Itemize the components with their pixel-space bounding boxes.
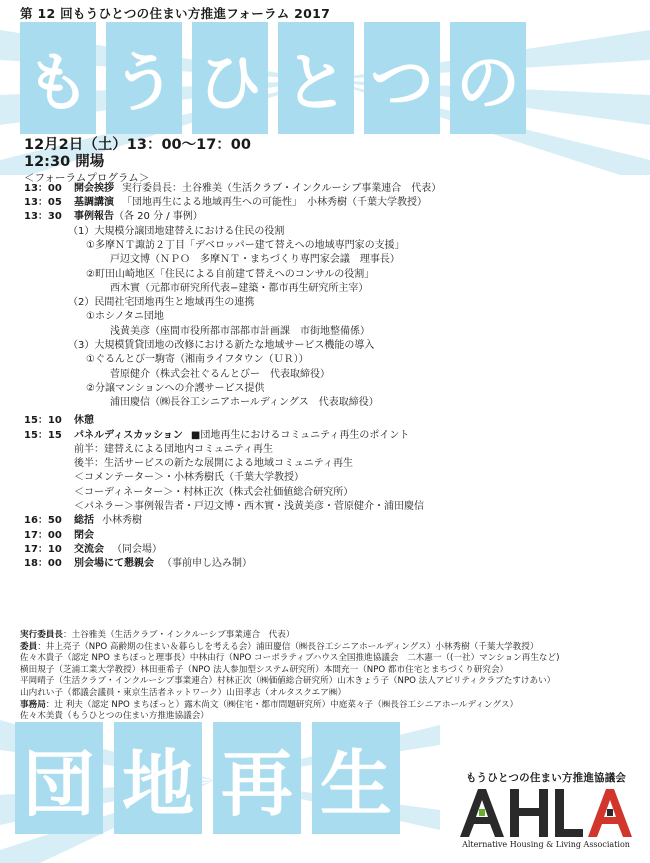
program-label: 基調講演 — [74, 197, 114, 209]
committee-text: ：辻 利夫（認定 NPO まちぽっと）露木尚文（㈱住宅・都市問題研究所）中庭菜々子（㈱長谷工シニアホールディングス） — [45, 699, 519, 710]
report-case: ②分譲マンションへの介護サービス提供 — [86, 382, 265, 394]
title-char-tile: う — [106, 22, 182, 134]
panel-detail: ＜コメンテーター＞・小林秀樹氏（千葉大学教授） — [74, 472, 304, 484]
program-label: 総括 — [74, 515, 94, 527]
committee-members-line: 山内れい子（都議会議員・東京生活者ネットワーク）山田孝志（オルタスクエア㈱） — [20, 687, 347, 698]
bottom-char-tile: 団 — [15, 722, 103, 834]
program-row-opening — [24, 182, 634, 196]
committee-chair — [20, 630, 640, 642]
org-name: もうひとつの住まい方推進協議会 — [465, 772, 627, 784]
program-text: 小林秀樹 — [102, 515, 142, 527]
program-label: 開会挨拶 — [74, 183, 114, 194]
program-text: ■団地再生におけるコミュニティ再生のポイント — [190, 429, 410, 441]
doors-open: 12:30 開場 — [24, 154, 105, 170]
event-title: 第 12 回もうひとつの住まい方推進フォーラム 2017 — [20, 6, 331, 21]
program-row-reports — [24, 210, 634, 224]
committee-members-line: 平岡晴子（生活クラブ・インクルーシブ事業連合）村林正次（㈱価値総合研究所）山木きょう子（NPO 法人アビリティクラブたすけあい） — [20, 676, 556, 687]
report-case: ①ぐるんとび一駒寄（湘南ライフタウン（ＵＲ）） — [86, 354, 309, 366]
report-speaker: 浅黄美彦（座間市役所都市部都市計画課 市街地整備係） — [110, 325, 370, 337]
program-text: （事前申し込み制） — [162, 557, 252, 569]
report-section: （2）民間社宅団地再生と地域再生の連携 — [68, 297, 255, 309]
committee-office-line: 佐々木美貴（もうひとつの住まい方推進協議会） — [20, 711, 209, 722]
logo-letter-l — [555, 789, 583, 837]
committee-label: 事務局 — [20, 699, 46, 710]
program-row-party — [24, 557, 634, 571]
panel-detail: 後半：生活サービスの新たな展開による地域コミュニティ再生 — [74, 458, 353, 470]
panel-detail: ＜パネラー＞事例報告者・戸辺文博・西木實・浅黄美彦・菅原健介・浦田慶信 — [74, 501, 424, 513]
org-subtitle: Alternative Housing & Living Association — [462, 840, 630, 849]
ahla-logo — [446, 770, 646, 849]
program-row-networking — [24, 543, 634, 557]
event-date: 12月2日（土）13：00～17：00 — [24, 137, 251, 153]
report-speaker: 浦田慶信（㈱長谷工シニアホールディングス 代表取締役） — [110, 397, 379, 409]
program-text: 「団地再生による地域再生への可能性」 小林秀樹（千葉大学教授） — [122, 197, 427, 209]
program-text: 実行委員長：土谷雅美（生活クラブ・インクルーシブ事業連合 代表） — [122, 183, 442, 194]
report-case: ①ホシノタニ団地 — [86, 311, 164, 323]
committee-members — [20, 642, 640, 654]
report-speaker: 戸辺文博（ＮＰＯ 多摩ＮＴ・まちづくり専門家会議 理事長） — [110, 254, 400, 266]
report-case: ①多摩ＮＴ諏訪２丁目「デベロッパー建て替えへの地域専門家の支援」 — [86, 239, 405, 251]
program-time: 18：00 — [24, 557, 62, 569]
report-section: （3）大規模賃貸団地の改修における新たな地域サービス機能の導入 — [68, 339, 375, 351]
committee-members-line: 横田規子（芝浦工業大学教授）林田亜希子（NPO 法人参加型システム研究所）本間充一（NPO 都市住宅とまちづくり研究会） — [20, 664, 509, 675]
logo-letter-h — [510, 789, 548, 837]
program-label: 事例報告 — [74, 211, 114, 223]
window-icon — [479, 809, 485, 816]
program-text: （同会場） — [112, 543, 162, 555]
program-label: 休憩 — [74, 415, 94, 427]
bottom-char-tile: 生 — [312, 722, 400, 834]
window-icon — [607, 809, 613, 816]
program-row-panel — [24, 429, 634, 443]
program-time: 17：10 — [24, 543, 62, 555]
report-section: （1）大規模分譲団地建替えにおける住民の役割 — [68, 225, 285, 237]
program-row-closing — [24, 529, 634, 543]
program-time: 15：10 — [24, 415, 62, 427]
program-row-keynote — [24, 196, 634, 210]
title-char-tile: と — [278, 22, 354, 134]
bottom-char-tile: 再 — [213, 722, 301, 834]
committee-section — [20, 630, 640, 723]
program-time: 15：15 — [24, 429, 62, 441]
program-time: 13：30 — [24, 211, 62, 223]
committee-text: ：井上亮子（NPO 高齢期の住まい＆暮らしを考える会）浦田慶信（㈱長谷工シニアホールディングス）小林秀樹（千葉大学教授） — [37, 641, 539, 652]
program-heading: ＜フォーラムプログラム＞ — [24, 172, 150, 184]
program-time: 17：00 — [24, 529, 62, 541]
program-time: 13：00 — [24, 183, 62, 194]
panel-detail: 前半：建替えによる団地内コミュニティ再生 — [74, 443, 273, 455]
committee-label: 委員 — [20, 641, 38, 652]
bottom-title — [15, 722, 411, 834]
program-list — [24, 182, 634, 571]
program-label: 交流会 — [74, 543, 104, 555]
report-speaker: 菅原健介（株式会社ぐるんとびー 代表取締役） — [110, 368, 330, 380]
program-note: （各 20 分 / 事例） — [114, 211, 203, 223]
date-block — [24, 137, 251, 185]
report-speaker: 西木實（元都市研究所代表−建築・都市再生研究所主宰） — [110, 282, 369, 294]
title-char-tile: も — [20, 22, 96, 134]
bottom-char-tile: 地 — [114, 722, 202, 834]
committee-text: ：土谷雅美（生活クラブ・インクルーシブ事業連合 代表） — [62, 630, 295, 640]
committee-members-line: 佐々木貴子（認定 NPO まちぽっと理事長）中林由行（NPO コーポラティブハウス全国推進協議会 二木憲一（(一社）マンション再生など) — [20, 653, 560, 664]
program-row-break — [24, 414, 634, 428]
committee-office — [20, 700, 640, 712]
report-case: ②町田山崎地区「住民による自前建て替えへのコンサルの役割」 — [86, 268, 375, 280]
big-title — [20, 22, 536, 134]
committee-label: 実行委員長 — [20, 630, 63, 640]
program-label: 閉会 — [74, 529, 94, 541]
title-char-tile: ひ — [192, 22, 268, 134]
program-time: 13：05 — [24, 197, 62, 209]
program-time: 16：50 — [24, 515, 62, 527]
panel-detail: ＜コーディネーター＞・村林正次（株式会社価値総合研究所） — [74, 486, 354, 498]
title-char-tile: つ — [364, 22, 440, 134]
ahla-logo-mark — [456, 787, 636, 839]
program-label: 別会場にて懇親会 — [74, 557, 154, 569]
program-label: パネルディスカッション — [74, 429, 183, 441]
title-char-tile: の — [450, 22, 526, 134]
program-row-summary — [24, 514, 634, 528]
